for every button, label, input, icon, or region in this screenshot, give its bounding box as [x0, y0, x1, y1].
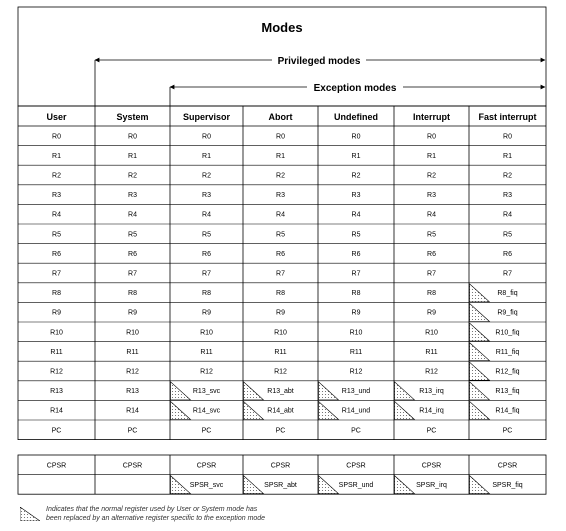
register-r11: R11	[274, 348, 287, 356]
register-r4: R4	[503, 211, 512, 219]
banked-register-marker	[470, 284, 490, 302]
register-r0: R0	[52, 133, 61, 141]
register-r10: R10	[274, 329, 287, 337]
status-register-table	[18, 455, 546, 494]
register-r2: R2	[427, 172, 436, 180]
register-r13-irq: R13_irq	[419, 388, 444, 396]
register-cpsr: CPSR	[421, 462, 442, 470]
banked-register-marker	[470, 323, 490, 341]
register-r13: R13	[50, 388, 63, 396]
banked-register-marker	[244, 476, 264, 494]
register-r9-fiq: R9_fiq	[497, 309, 518, 317]
register-r6: R6	[52, 250, 61, 258]
register-r12: R12	[126, 368, 139, 376]
register-r4: R4	[351, 211, 361, 219]
register-r0: R0	[202, 133, 211, 141]
register-r6: R6	[202, 250, 211, 258]
register-pc: PC	[201, 427, 212, 435]
register-r2: R2	[503, 172, 512, 180]
register-r5: R5	[351, 231, 361, 239]
register-r5: R5	[52, 231, 61, 239]
register-pc: PC	[351, 427, 361, 435]
privileged-modes-label: Privileged modes	[277, 56, 361, 67]
register-r8: R8	[52, 290, 61, 298]
register-pc: PC	[127, 427, 138, 435]
register-r0: R0	[351, 133, 361, 141]
register-cpsr: CPSR	[497, 462, 518, 470]
register-cpsr: CPSR	[196, 462, 217, 470]
register-r6: R6	[128, 250, 137, 258]
register-r12: R12	[274, 368, 287, 376]
register-r9: R9	[351, 309, 361, 317]
register-pc: PC	[502, 427, 513, 435]
register-r3: R3	[128, 192, 137, 200]
register-r14-und: R14_und	[341, 407, 371, 415]
banked-register-marker	[395, 476, 415, 494]
register-r12: R12	[50, 368, 63, 376]
register-pc: PC	[426, 427, 437, 435]
register-r4: R4	[52, 211, 61, 219]
register-r2: R2	[351, 172, 361, 180]
banked-register-marker	[470, 476, 490, 494]
register-r3: R3	[52, 192, 61, 200]
column-header-user: User	[46, 112, 67, 122]
banked-register-marker	[319, 476, 339, 494]
register-cpsr: CPSR	[46, 462, 67, 470]
register-r6: R6	[427, 250, 436, 258]
register-spsr-svc: SPSR_svc	[189, 481, 224, 489]
register-pc: PC	[275, 427, 286, 435]
register-r14-fiq: R14_fiq	[495, 407, 520, 415]
banked-register-marker	[470, 362, 490, 380]
register-r1: R1	[128, 152, 137, 160]
register-r2: R2	[52, 172, 61, 180]
register-r10-fiq: R10_fiq	[495, 329, 520, 337]
register-r7: R7	[503, 270, 512, 278]
register-r12: R12	[349, 368, 363, 376]
banked-register-marker	[470, 303, 490, 321]
register-r3: R3	[202, 192, 211, 200]
register-r8: R8	[128, 290, 137, 298]
legend-text	[46, 505, 265, 523]
register-r2: R2	[276, 172, 285, 180]
register-r11: R11	[349, 348, 363, 356]
register-r3: R3	[427, 192, 436, 200]
register-r11: R11	[50, 348, 63, 356]
register-r5: R5	[128, 231, 137, 239]
register-spsr-irq: SPSR_irq	[416, 481, 447, 489]
register-r7: R7	[351, 270, 361, 278]
register-r2: R2	[202, 172, 211, 180]
register-table	[18, 106, 546, 440]
register-r10: R10	[425, 329, 438, 337]
diagram-title: Modes	[261, 20, 303, 35]
register-r12: R12	[200, 368, 213, 376]
register-spsr-abt: SPSR_abt	[264, 481, 297, 489]
column-header-interrupt: Interrupt	[413, 112, 450, 122]
banked-register-marker	[244, 382, 264, 400]
banked-register-marker	[171, 401, 191, 419]
exception-modes-label: Exception modes	[313, 83, 397, 94]
register-r14-irq: R14_irq	[419, 407, 444, 415]
register-spsr-fiq: SPSR_fiq	[492, 481, 523, 489]
banked-register-marker	[171, 476, 191, 494]
register-cpsr: CPSR	[122, 462, 143, 470]
register-r2: R2	[128, 172, 137, 180]
register-r0: R0	[128, 133, 137, 141]
register-r13: R13	[126, 388, 139, 396]
register-r14: R14	[50, 407, 63, 415]
register-r0: R0	[427, 133, 436, 141]
banked-register-marker	[244, 401, 264, 419]
register-r3: R3	[276, 192, 285, 200]
register-r0: R0	[276, 133, 285, 141]
banked-register-marker	[470, 382, 490, 400]
register-r9: R9	[427, 309, 436, 317]
register-r11: R11	[200, 348, 213, 356]
register-r9: R9	[202, 309, 211, 317]
register-r8: R8	[351, 290, 361, 298]
column-header-supervisor: Supervisor	[182, 112, 231, 122]
register-r0: R0	[503, 133, 512, 141]
register-r8: R8	[427, 290, 436, 298]
register-r10: R10	[126, 329, 139, 337]
register-r5: R5	[427, 231, 436, 239]
banked-register-marker	[395, 382, 415, 400]
register-r11: R11	[425, 348, 438, 356]
register-r13-fiq: R13_fiq	[495, 388, 520, 396]
register-r7: R7	[52, 270, 61, 278]
register-r5: R5	[276, 231, 285, 239]
register-r9: R9	[276, 309, 285, 317]
register-r4: R4	[276, 211, 285, 219]
register-r3: R3	[503, 192, 512, 200]
register-r7: R7	[202, 270, 211, 278]
register-r4: R4	[202, 211, 211, 219]
register-cpsr: CPSR	[346, 462, 366, 470]
register-r1: R1	[202, 152, 211, 160]
register-r14-svc: R14_svc	[192, 407, 221, 415]
register-spsr-und: SPSR_und	[338, 481, 374, 489]
register-r7: R7	[276, 270, 285, 278]
register-cpsr: CPSR	[270, 462, 291, 470]
register-r4: R4	[128, 211, 137, 219]
register-r14: R14	[126, 407, 139, 415]
banked-register-marker	[470, 401, 490, 419]
register-r13-abt: R13_abt	[267, 388, 294, 396]
register-r10: R10	[200, 329, 213, 337]
banked-register-marker	[319, 382, 339, 400]
banked-register-marker	[470, 343, 490, 361]
register-r5: R5	[503, 231, 512, 239]
register-r8: R8	[276, 290, 285, 298]
register-r9: R9	[52, 309, 61, 317]
register-r4: R4	[427, 211, 436, 219]
register-r1: R1	[276, 152, 285, 160]
banked-register-marker	[395, 401, 415, 419]
banked-register-legend-swatch	[20, 507, 40, 521]
column-header-abort: Abort	[268, 112, 293, 122]
register-r11: R11	[126, 348, 139, 356]
register-r1: R1	[427, 152, 436, 160]
register-r10: R10	[50, 329, 63, 337]
register-r1: R1	[52, 152, 61, 160]
register-r7: R7	[128, 270, 137, 278]
register-r12-fiq: R12_fiq	[495, 368, 520, 376]
register-r13-svc: R13_svc	[192, 388, 221, 396]
register-r6: R6	[503, 250, 512, 258]
register-r6: R6	[276, 250, 285, 258]
register-r6: R6	[351, 250, 361, 258]
register-r12: R12	[425, 368, 438, 376]
register-r5: R5	[202, 231, 211, 239]
register-r1: R1	[503, 152, 512, 160]
register-r9: R9	[128, 309, 137, 317]
banked-register-marker	[171, 382, 191, 400]
column-header-undefined: Undefined	[334, 112, 378, 122]
register-r8: R8	[202, 290, 211, 298]
banked-register-marker	[319, 401, 339, 419]
register-r7: R7	[427, 270, 436, 278]
column-header-fast-interrupt: Fast interrupt	[478, 112, 537, 122]
legend-line-1: Indicates that the normal register used by User or System mode has	[46, 506, 258, 513]
register-pc: PC	[51, 427, 62, 435]
register-r10: R10	[349, 329, 363, 337]
register-r11-fiq: R11_fiq	[495, 348, 520, 356]
legend	[20, 505, 550, 529]
register-r1: R1	[351, 152, 361, 160]
register-r3: R3	[351, 192, 361, 200]
register-r14-abt: R14_abt	[267, 407, 294, 415]
register-r13-und: R13_und	[341, 388, 371, 396]
column-header-system: System	[116, 112, 149, 122]
legend-line-2: been replaced by an alternative register specific to the exception mode	[46, 515, 266, 522]
register-r8-fiq: R8_fiq	[497, 290, 518, 298]
